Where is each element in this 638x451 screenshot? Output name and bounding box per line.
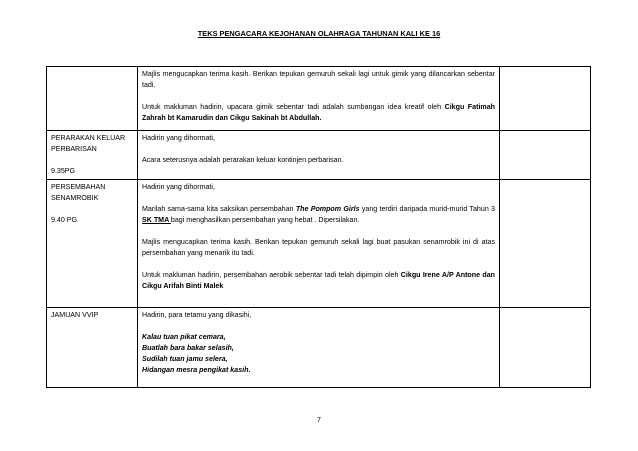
script-text: Majlis mengucapkan terima kasih. Berikan tepukan gemuruh sekali lagi untuk gimik yang dilancarkan sebentar tadi. <box>142 70 495 89</box>
script-cell <box>138 308 500 388</box>
script-paragraph <box>142 102 495 124</box>
script-cell <box>138 131 500 180</box>
script-text: SK TMA <box>142 216 171 224</box>
script-text: Cikgu Fatimah Zahrah bt Kamarudin dan Cikgu Sakinah bt Abdullah. <box>142 103 496 122</box>
script-paragraph <box>142 182 495 193</box>
script-paragraph <box>142 204 495 226</box>
script-text: Marilah sama-sama kita saksikan persembahan <box>142 205 296 213</box>
script-cell <box>138 180 500 308</box>
script-text: Sudilah tuan jamu selera, <box>142 355 228 363</box>
script-text: Majlis mengucapkan terima kasih. Berikan tepukan gemuruh sekali lagi buat pasukan senamrobik ini di atas persembahan yang menarik itu tadi. <box>142 238 495 257</box>
script-table <box>46 66 591 388</box>
event-label: PERARAKAN KELUAR <box>51 134 126 142</box>
script-paragraph <box>142 133 495 144</box>
event-label: JAMUAN VVIP <box>51 311 99 319</box>
script-text: yang terdiri daripada murid-murid Tahun 3 <box>359 205 496 213</box>
event-label <box>51 204 133 215</box>
script-text: Buatlah bara bakar selasih, <box>142 344 234 352</box>
event-cell <box>47 308 138 388</box>
notes-cell <box>500 308 591 388</box>
event-cell <box>47 67 138 131</box>
notes-cell <box>500 67 591 131</box>
table-row <box>47 67 591 131</box>
document-title: TEKS PENGACARA KEJOHANAN OLAHRAGA TAHUNAN KALI KE 16 <box>197 29 441 38</box>
event-label: PERBARISAN <box>51 145 97 153</box>
event-label: PERSEMBAHAN <box>51 183 106 191</box>
pantun-line <box>142 365 495 376</box>
script-text: . <box>248 366 251 374</box>
script-text: Hidangan mesra pengikat kasih <box>142 366 249 374</box>
script-text: Cikgu Irene A/P Antone dan Cikgu Arifah Binti Malek <box>142 271 495 290</box>
script-text: Hadirin yang dihormati, <box>142 183 215 191</box>
event-cell <box>47 180 138 308</box>
table-row <box>47 131 591 180</box>
notes-cell <box>500 131 591 180</box>
script-paragraph <box>142 69 495 91</box>
script-text: Untuk makluman hadirin, persembahan aerobik sebentar tadi telah dipimpin oleh <box>142 271 401 279</box>
script-paragraph <box>142 310 495 321</box>
script-text: Acara seterusnya adalah perarakan keluar kontinjen perbarisan. <box>142 156 344 164</box>
table-row <box>47 308 591 388</box>
script-text: The Pompom Girls <box>295 205 360 213</box>
script-text: Hadirin, para tetamu yang dikasihi, <box>142 311 252 319</box>
event-label: SENAMROBIK <box>51 194 99 202</box>
script-paragraph <box>142 155 495 166</box>
pantun-line <box>142 354 495 365</box>
script-paragraph <box>142 270 495 292</box>
event-label: 9.40 PG <box>51 216 78 224</box>
script-paragraph <box>142 237 495 259</box>
event-label <box>51 155 133 166</box>
notes-cell <box>500 180 591 308</box>
pantun-line <box>142 332 495 343</box>
script-cell <box>138 67 500 131</box>
pantun-line <box>142 343 495 354</box>
script-text: Untuk makluman hadirin, upacara gimik sebentar tadi adalah sumbangan idea kreatif oleh <box>142 103 445 111</box>
script-text: Kalau tuan pikat cemara, <box>142 333 226 341</box>
event-label: 9.35PG <box>51 167 76 175</box>
event-cell <box>47 131 138 180</box>
page-number: 7 <box>317 416 321 424</box>
script-text: bagi menghasilkan persembahan yang hebat . Dipersilakan. <box>170 216 360 224</box>
table-row <box>47 180 591 308</box>
script-text: Hadirin yang dihormati, <box>142 134 215 142</box>
